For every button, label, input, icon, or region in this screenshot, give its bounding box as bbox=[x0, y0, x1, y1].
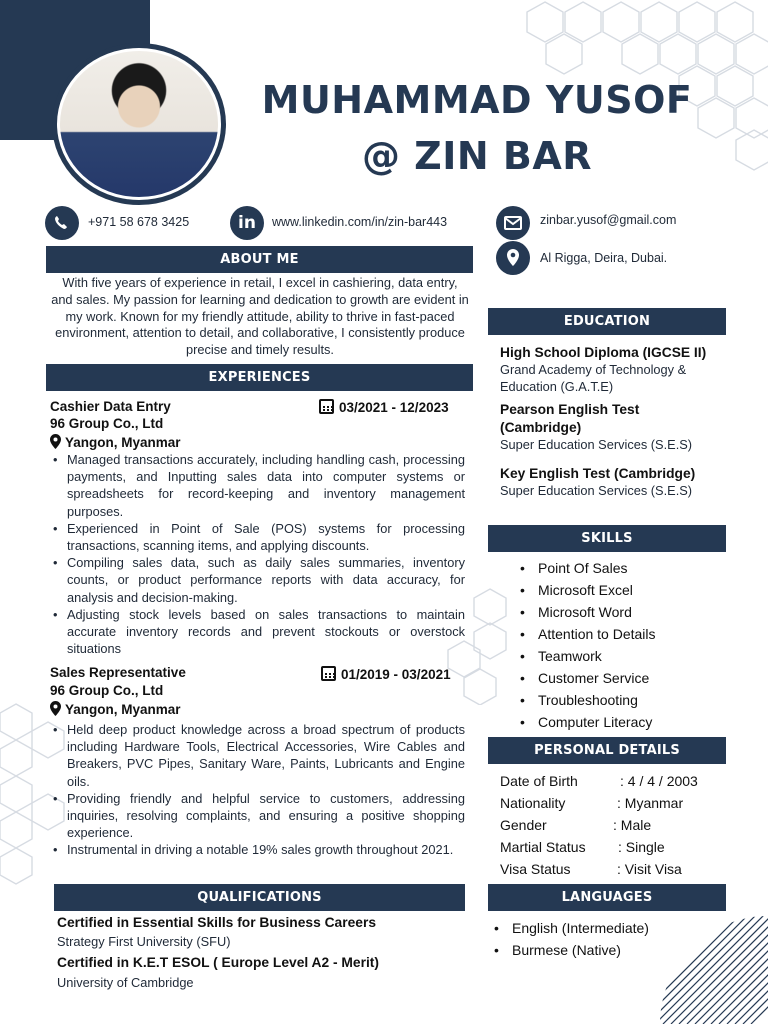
job-1-title: Cashier Data Entry bbox=[50, 399, 171, 414]
profile-photo-frame bbox=[52, 43, 226, 205]
job-2-location bbox=[50, 701, 181, 717]
personal-label: Gender bbox=[500, 817, 547, 833]
education-2-title: Pearson English Test (Cambridge) bbox=[500, 402, 640, 435]
list-item: • Managed transactions accurately, including handling cash, processing payments, and Inputting sales data into computer systems or spreadsheets for record-keeping and inventory management purposes. bbox=[50, 451, 465, 520]
personal-value: : Myanmar bbox=[617, 795, 684, 811]
location-pin-icon bbox=[50, 434, 61, 450]
list-item: • Troubleshooting bbox=[518, 689, 718, 711]
about-heading: ABOUT ME bbox=[46, 246, 473, 273]
personal-value: : 4 / 4 / 2003 bbox=[620, 773, 698, 789]
personal-value: : Single bbox=[618, 839, 665, 855]
education-2-institution: Super Education Services (S.E.S) bbox=[500, 437, 693, 452]
name-line-1: MUHAMMAD YUSOF bbox=[261, 78, 693, 122]
job-1-company: 96 Group Co., Ltd bbox=[50, 416, 164, 431]
personal-label: Date of Birth bbox=[500, 773, 578, 789]
list-item: • Customer Service bbox=[518, 667, 718, 689]
skills-heading: SKILLS bbox=[488, 525, 726, 552]
job-1-location bbox=[50, 434, 181, 450]
job-1-dates-text: 03/2021 - 12/2023 bbox=[339, 400, 449, 415]
job-2-dates-text: 01/2019 - 03/2021 bbox=[341, 667, 451, 682]
email-link[interactable]: zinbar.yusof@gmail.com bbox=[540, 213, 677, 227]
list-item: • Providing friendly and helpful service to customers, addressing inquiries, resolving complaints, and ensuring a positive shopping experience. bbox=[50, 790, 465, 842]
list-item: • Point Of Sales bbox=[518, 557, 718, 579]
name-line-2: @ ZIN BAR bbox=[361, 134, 593, 178]
job-2-dates bbox=[321, 666, 451, 682]
personal-row-marital-status bbox=[500, 839, 720, 859]
list-item: • Teamwork bbox=[518, 645, 718, 667]
list-item: • Compiling sales data, such as daily sales summaries, inventory counts, or product performance reports with data accuracy, for analysis and decision-making. bbox=[50, 554, 465, 606]
job-2-company: 96 Group Co., Ltd bbox=[50, 683, 164, 698]
education-list bbox=[500, 344, 724, 499]
education-3-institution: Super Education Services (S.E.S) bbox=[500, 482, 693, 498]
job-2-bullets bbox=[50, 721, 465, 859]
personal-details-heading: PERSONAL DETAILS bbox=[488, 737, 726, 764]
languages-list bbox=[492, 917, 712, 961]
personal-value: : Visit Visa bbox=[617, 861, 682, 877]
job-1-dates bbox=[319, 399, 449, 415]
qualification-1-title: Certified in Essential Skills for Business Careers bbox=[57, 915, 376, 930]
calendar-icon bbox=[319, 399, 334, 414]
job-1-location-text: Yangon, Myanmar bbox=[65, 435, 181, 450]
list-item: • Experienced in Point of Sale (POS) systems for processing transactions, scanning items, and applying discounts. bbox=[50, 520, 465, 554]
calendar-icon bbox=[321, 666, 336, 681]
personal-row-nationality bbox=[500, 795, 720, 815]
qualifications-list bbox=[57, 913, 477, 992]
personal-row-gender bbox=[500, 817, 720, 837]
personal-label: Nationality bbox=[500, 795, 566, 811]
list-item: • Microsoft Excel bbox=[518, 579, 718, 601]
list-item: • Held deep product knowledge across a broad spectrum of products including Hardware Tools, Electrical Accessories, Wire Cables and Breakers, PVC Pipes, Sanitary Ware, Paints, Lubricants and Engine oils. bbox=[50, 721, 465, 790]
personal-row-visa-status bbox=[500, 861, 720, 881]
profile-photo bbox=[57, 48, 221, 200]
education-heading: EDUCATION bbox=[488, 308, 726, 335]
education-3-title: Key English Test (Cambridge) bbox=[500, 465, 696, 481]
qualification-1-institution: Strategy First University (SFU) bbox=[57, 934, 231, 949]
personal-label: Martial Status bbox=[500, 839, 586, 855]
phone-number[interactable]: +971 58 678 3425 bbox=[88, 215, 190, 229]
education-1-institution: Grand Academy of Technology & Education (G.A.T.E) bbox=[500, 362, 687, 394]
job-2-location-text: Yangon, Myanmar bbox=[65, 702, 181, 717]
location-pin-icon bbox=[496, 241, 530, 275]
list-item: • Adjusting stock levels based on sales transactions to maintain accurate inventory records and prevent stockouts or overstock situations bbox=[50, 606, 465, 658]
personal-row-dob bbox=[500, 773, 720, 793]
experiences-heading: EXPERIENCES bbox=[46, 364, 473, 391]
address: Al Rigga, Deira, Dubai. bbox=[540, 251, 668, 265]
job-2-title: Sales Representative bbox=[50, 665, 186, 680]
list-item: • Attention to Details bbox=[518, 623, 718, 645]
linkedin-link[interactable]: www.linkedin.com/in/zin-bar443 bbox=[272, 215, 448, 229]
list-item: • Burmese (Native) bbox=[492, 939, 712, 961]
location-pin-icon bbox=[50, 701, 61, 717]
languages-heading: LANGUAGES bbox=[488, 884, 726, 911]
list-item: • Computer Literacy bbox=[518, 711, 718, 733]
qualification-2-title: Certified in K.E.T ESOL ( Europe Level A2 - Merit) bbox=[57, 955, 379, 970]
linkedin-icon: in bbox=[230, 206, 264, 240]
education-1-title: High School Diploma (IGCSE II) bbox=[500, 345, 707, 360]
list-item: • Microsoft Word bbox=[518, 601, 718, 623]
job-1-bullets bbox=[50, 451, 465, 657]
personal-value: : Male bbox=[613, 817, 652, 833]
personal-label: Visa Status bbox=[500, 861, 571, 877]
qualifications-heading: QUALIFICATIONS bbox=[54, 884, 465, 911]
phone-icon bbox=[45, 206, 79, 240]
about-text: With five years of experience in retail, I excel in cashiering, data entry, and sales. My passion for learning and dedication to growth are evident in my work. Known for my friendly attitude, ability to thrive in fast-paced environment, attention to detail, and collaborative, I consistently produce precise and timely results. bbox=[51, 275, 469, 358]
skills-list bbox=[518, 557, 718, 733]
email-icon bbox=[496, 206, 530, 240]
candidate-name bbox=[232, 72, 722, 184]
list-item: • English (Intermediate) bbox=[492, 917, 712, 939]
qualification-2-institution: University of Cambridge bbox=[57, 975, 194, 990]
list-item: • Instrumental in driving a notable 19% sales growth throughout 2021. bbox=[50, 841, 465, 858]
